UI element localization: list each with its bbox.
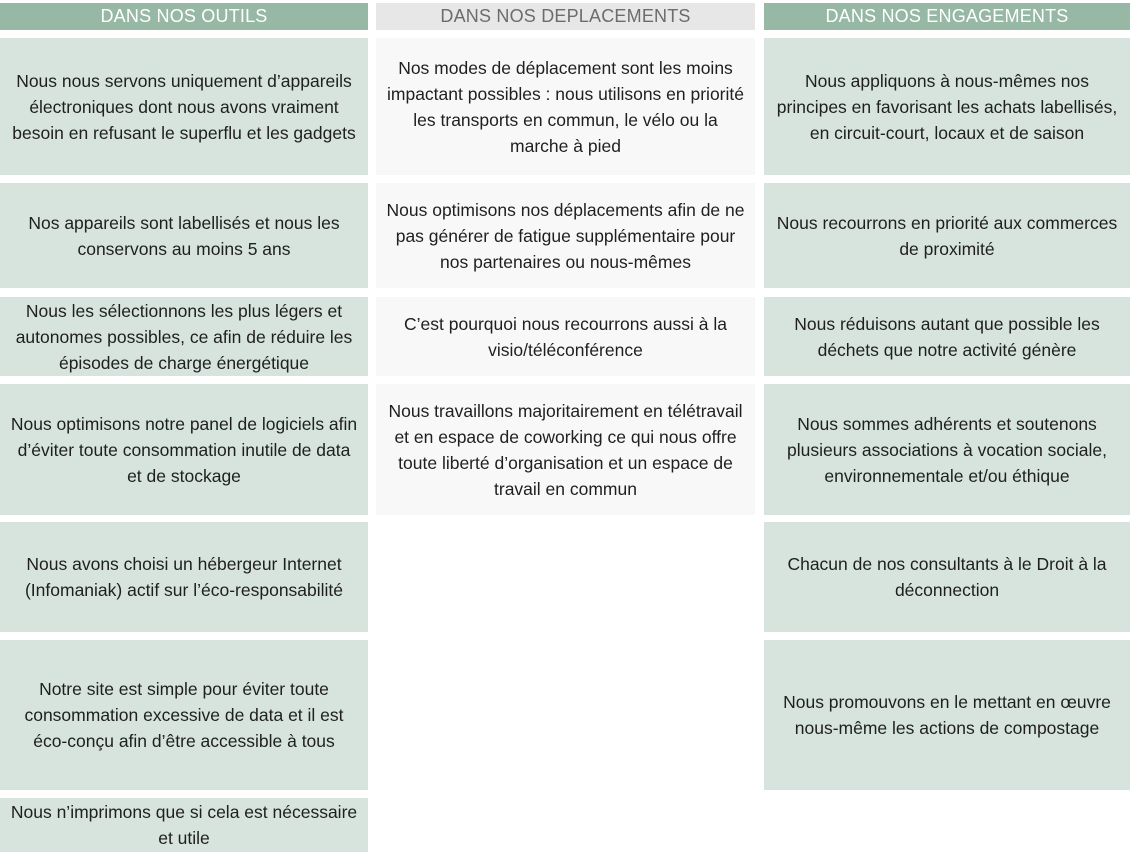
header-outils: DANS NOS OUTILS (0, 3, 368, 30)
outils-item-2: Nos appareils sont labellisés et nous les conservons au moins 5 ans (0, 183, 368, 288)
header-engagements: DANS NOS ENGAGEMENTS (764, 3, 1130, 30)
outils-item-5: Nous avons choisi un hébergeur Internet (Infomaniak) actif sur l’éco-responsabilité (0, 522, 368, 632)
outils-item-6: Notre site est simple pour éviter toute consommation excessive de data et il est éco-conçu afin d’être accessible à tous (0, 640, 368, 790)
engagements-item-4: Nous sommes adhérents et soutenons plusieurs associations à vocation sociale, environnementale et/ou éthique (764, 384, 1130, 515)
deplacements-item-2: Nous optimisons nos déplacements afin de ne pas générer de fatigue supplémentaire pour nos partenaires ou nous-mêmes (376, 183, 755, 288)
engagements-item-1: Nous appliquons à nous-mêmes nos principes en favorisant les achats labellisés, en circuit-court, locaux et de saison (764, 38, 1130, 175)
engagements-item-5: Chacun de nos consultants à le Droit à la déconnection (764, 522, 1130, 632)
engagements-item-6: Nous promouvons en le mettant en œuvre nous-même les actions de compostage (764, 640, 1130, 790)
outils-item-1: Nous nous servons uniquement d’appareils électroniques dont nous avons vraiment besoin en refusant le superflu et les gadgets (0, 38, 368, 175)
engagements-item-3: Nous réduisons autant que possible les déchets que notre activité génère (764, 297, 1130, 376)
engagements-item-2: Nous recourrons en priorité aux commerces de proximité (764, 183, 1130, 288)
outils-item-7: Nous n’imprimons que si cela est nécessaire et utile (0, 798, 368, 852)
deplacements-item-3: C’est pourquoi nous recourrons aussi à la visio/téléconférence (376, 297, 755, 376)
outils-item-3: Nous les sélectionnons les plus légers et autonomes possibles, ce afin de réduire les épisodes de charge énergétique (0, 297, 368, 376)
outils-item-4: Nous optimisons notre panel de logiciels afin d’éviter toute consommation inutile de data et de stockage (0, 384, 368, 515)
header-deplacements: DANS NOS DEPLACEMENTS (376, 3, 755, 30)
deplacements-item-1: Nos modes de déplacement sont les moins impactant possibles : nous utilisons en priorité les transports en commun, le vélo ou la marche à pied (376, 38, 755, 175)
deplacements-item-4: Nous travaillons majoritairement en télétravail et en espace de coworking ce qui nous offre toute liberté d’organisation et un espace de travail en commun (376, 384, 755, 515)
